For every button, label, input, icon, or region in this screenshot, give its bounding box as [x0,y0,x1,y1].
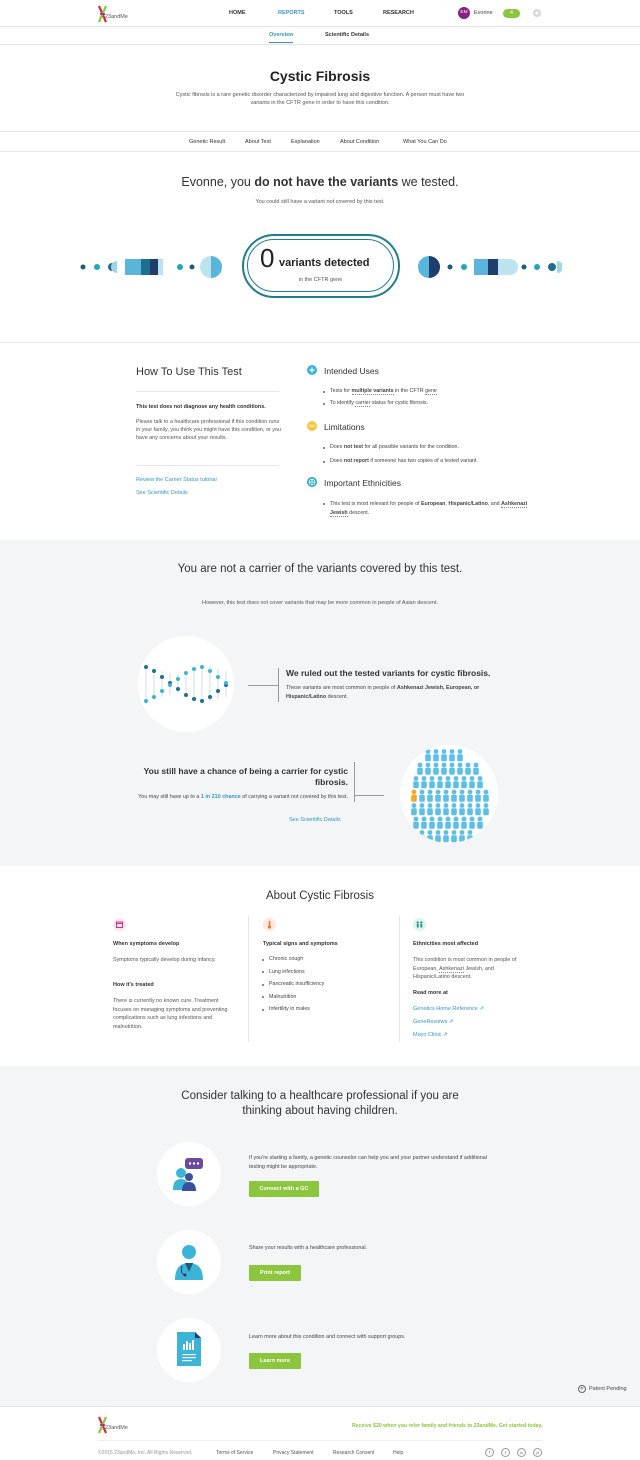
learn-more-button[interactable]: Learn more [249,1353,301,1369]
tab-overview[interactable]: Overview [269,32,293,43]
person-icon [419,803,425,815]
section-link-explanation[interactable]: Explanation [291,139,320,145]
share-text: Share your results with a healthcare professional. [249,1245,368,1251]
mayo-clinic-link[interactable]: Mayo Clinic ⇗ [413,1032,448,1038]
external-link-icon: ⇗ [442,1032,448,1038]
genereviews-link[interactable]: GeneReviews ⇗ [413,1019,454,1025]
minus-circle-icon [307,421,317,431]
gear-icon[interactable] [532,8,542,18]
person-icon [443,803,449,815]
page-title: Cystic Fibrosis [269,68,371,84]
list-item: This test is most relevant for people of European, Hispanic/Latino, and Ashkenazi Jewish descent. [322,500,537,517]
twitter-icon[interactable]: t [501,1448,510,1457]
ethnicities-heading: Ethnicities most affected [413,941,479,947]
person-icon [437,776,443,788]
section-link-genetic-result[interactable]: Genetic Result [189,139,226,145]
list-item: Malnutrition [261,994,381,1001]
nav-research[interactable]: RESEARCH [383,10,414,16]
person-icon [419,790,425,802]
list-item: Infertility in males [261,1006,381,1013]
person-icon [483,803,489,815]
person-icon [435,790,441,802]
consider-title: Consider talking to a healthcare professional if you are thinking about having children. [181,1090,459,1117]
footer-help-link[interactable]: Help [393,1450,404,1456]
person-icon [451,830,457,842]
patent-icon: P [578,1385,586,1393]
ethnicities-text: This condition is most common in people of European, Ashkenazi Jewish, and Hispanic/Latino descent. [413,957,517,980]
calendar-icon [113,918,126,931]
genetic-counselor-icon [171,1156,207,1192]
person-icon [429,776,435,788]
population-illustration [400,745,498,843]
genetics-home-reference-link[interactable]: Genetics Home Reference ⇗ [413,1006,484,1012]
intended-uses-title: Intended Uses [324,366,379,376]
diagnosis-warning: This test does not diagnose any health conditions. [136,404,266,410]
person-icon [483,790,489,802]
person-icon [425,763,431,775]
list-item: Lung infections [261,969,381,976]
person-icon [425,749,431,761]
person-icon [443,790,449,802]
footer-logo-text: 23andMe [105,1425,128,1431]
ruled-out-text: These variants are most common in people of Ashkenazi Jewish, European, or Hispanic/Latino descent. [286,685,480,700]
youtube-icon[interactable]: yt [533,1448,542,1457]
nav-home[interactable]: HOME [229,10,246,16]
dna-strand-left [78,254,224,280]
variants-label: variants detected [279,257,370,269]
chance-text: You may still have up to a 1 in 210 chance of carrying a variant not covered by this test. [138,794,348,800]
subnav [0,27,640,45]
intended-uses-list [322,388,542,412]
carrier-section [0,540,640,866]
section-nav [0,131,640,152]
about-section [0,866,640,1066]
person-icon [445,776,451,788]
symptoms-develop-heading: When symptoms develop [113,941,180,947]
person-icon [449,763,455,775]
list-item: To identify carrier status for cystic fibrosis. [322,400,542,407]
doctor-illustration [157,1230,221,1294]
nav-reports[interactable]: REPORTS [278,10,305,16]
nav-tools[interactable]: TOOLS [334,10,353,16]
variants-count: 0 [260,243,275,273]
person-icon [417,763,423,775]
ethnicities-list [322,500,537,522]
about-title: About Cystic Fibrosis [265,890,374,902]
person-icon [459,830,465,842]
people-pair-icon [413,918,426,931]
print-report-button[interactable]: Print report [249,1265,301,1281]
person-icon [427,803,433,815]
carrier-title: You are not a carrier of the variants covered by this test. [177,563,463,575]
person-icon [421,817,427,829]
learn-more-text: Learn more about this condition and connect with support groups. [249,1334,406,1340]
result-subtext: You could still have a variant not covered by this test. [255,199,385,205]
how-to-use-section [0,342,640,540]
symptoms-develop-text: Symptoms typically develop during infancy. [113,957,216,963]
person-icon [441,749,447,761]
tab-scientific-details[interactable]: Scientific Details [325,32,370,38]
footer-privacy-link[interactable]: Privacy Statement [273,1450,314,1456]
person-icon [453,776,459,788]
person-icon [435,830,441,842]
doctor-icon [171,1242,207,1280]
list-item: Does not test for all possible variants for the condition. [322,444,542,451]
external-link-icon: ⇗ [448,1019,454,1025]
limitations-title: Limitations [324,422,365,432]
person-icon [451,803,457,815]
footer-research-consent-link[interactable]: Research Consent [333,1450,375,1456]
notification-badge[interactable]: 4 [503,9,520,18]
person-icon [467,790,473,802]
referral-promo-link[interactable]: Receive $20 when you refer family and friends to 23andMe. Get started today. [352,1423,543,1429]
person-icon [457,763,463,775]
person-icon [445,817,451,829]
variants-detected-badge [242,234,400,298]
healthcare-advice: Please talk to a healthcare professional if this condition runs in your family, you think you might have this condition, or you have any concerns about your results. [136,419,281,441]
person-icon [411,803,417,815]
person-icon [433,763,439,775]
signs-list [261,956,381,1018]
person-icon [457,749,463,761]
dna-strand-right [416,254,562,280]
person-icon [467,830,473,842]
facebook-icon[interactable]: f [485,1448,494,1457]
carrier-subtitle: However, this test does not cover variants that may be more common in people of Asian descent. [201,600,438,606]
person-highlight-icon [411,790,417,802]
person-icon [465,763,471,775]
list-item: Pancreatic insufficiency [261,981,381,988]
footer [0,1406,640,1460]
person-icon [419,830,425,842]
person-icon [461,817,467,829]
person-icon [453,817,459,829]
footer-logo[interactable] [98,1416,138,1434]
gc-text: If you're starting a family, a genetic counselor can help you and your partner understand if additional testing might be appropriate. [249,1155,487,1170]
person-icon [435,803,441,815]
variants-gene: in the CFTR gene [298,277,343,283]
page-description: Cystic fibrosis is a rare genetic disorder characterized by impaired lung and digestive function. A person must have two variants in the CFTR gene in order to have this condition. [175,92,465,106]
person-icon [473,763,479,775]
document-illustration [157,1318,221,1382]
person-icon [467,803,473,815]
patent-pending: P Patent Pending [578,1385,627,1393]
person-icon [459,803,465,815]
list-item: Tests for multiple variants in the CFTR gene [322,388,542,395]
logo[interactable] [98,5,138,23]
people-icon [400,745,498,843]
section-link-about-test[interactable]: About Test [245,139,271,145]
globe-icon [307,477,317,487]
copyright: ©2015 23andMe, Inc. All Rights Reserved. [98,1450,193,1456]
person-icon [475,803,481,815]
person-icon [477,776,483,788]
gc-illustration [157,1142,221,1206]
footer-terms-link[interactable]: Terms of Service [216,1450,254,1456]
user-menu[interactable] [458,7,498,19]
dna-illustration [138,636,234,732]
person-icon [459,790,465,802]
person-icon [427,790,433,802]
carrier-tutorial-link[interactable]: Review the Carrier Status tutorial [136,477,217,483]
person-icon [429,817,435,829]
chance-title: You still have a chance of being a carrier for cystic fibrosis. [143,766,348,787]
user-name: Evonne [474,10,493,16]
person-icon [413,817,419,829]
logo-text: 23andMe [105,14,128,20]
person-icon [443,830,449,842]
plus-circle-icon [307,365,317,375]
dna-helix-icon [138,661,234,707]
connect-gc-button[interactable]: Connect with a GC [249,1181,319,1197]
person-icon [449,749,455,761]
result-headline: Evonne, you do not have the variants we tested. [181,175,459,189]
person-icon [469,817,475,829]
person-icon [441,763,447,775]
scientific-details-link[interactable]: See Scientific Details [136,490,188,496]
person-icon [477,817,483,829]
person-icon [451,790,457,802]
person-icon [461,776,467,788]
avatar: EM [458,7,470,19]
person-icon [469,776,475,788]
person-icon [421,776,427,788]
limitations-list [322,444,542,470]
person-icon [413,776,419,788]
signs-heading: Typical signs and symptoms [263,941,338,947]
treatment-heading: How it's treated [113,982,154,988]
document-chart-icon [175,1330,203,1368]
thermometer-icon [263,918,276,931]
section-link-about-condition[interactable]: About Condition [340,139,380,145]
chance-scientific-details-link[interactable]: See Scientific Details [289,817,341,823]
external-link-icon: ⇗ [479,1006,484,1012]
linkedin-icon[interactable]: in [517,1448,526,1457]
person-icon [437,817,443,829]
section-link-what-you-can-do[interactable]: What You Can Do [403,139,447,145]
consider-section [0,1066,640,1406]
list-item: Chronic cough [261,956,381,963]
top-nav [0,0,640,27]
person-icon [427,830,433,842]
person-icon [433,749,439,761]
how-to-use-title: How To Use This Test [136,366,242,378]
ruled-out-title: We ruled out the tested variants for cystic fibrosis. [286,668,491,678]
person-icon [475,790,481,802]
treatment-text: There is currently no known cure. Treatment focuses on managing symptoms and preventing complications such as lung infections and malnutrition. [113,998,228,1030]
list-item: Does not report if someone has two copies of a tested variant. [322,458,542,465]
read-more-heading: Read more at [413,990,448,996]
ethnicities-title: Important Ethnicities [324,478,402,488]
